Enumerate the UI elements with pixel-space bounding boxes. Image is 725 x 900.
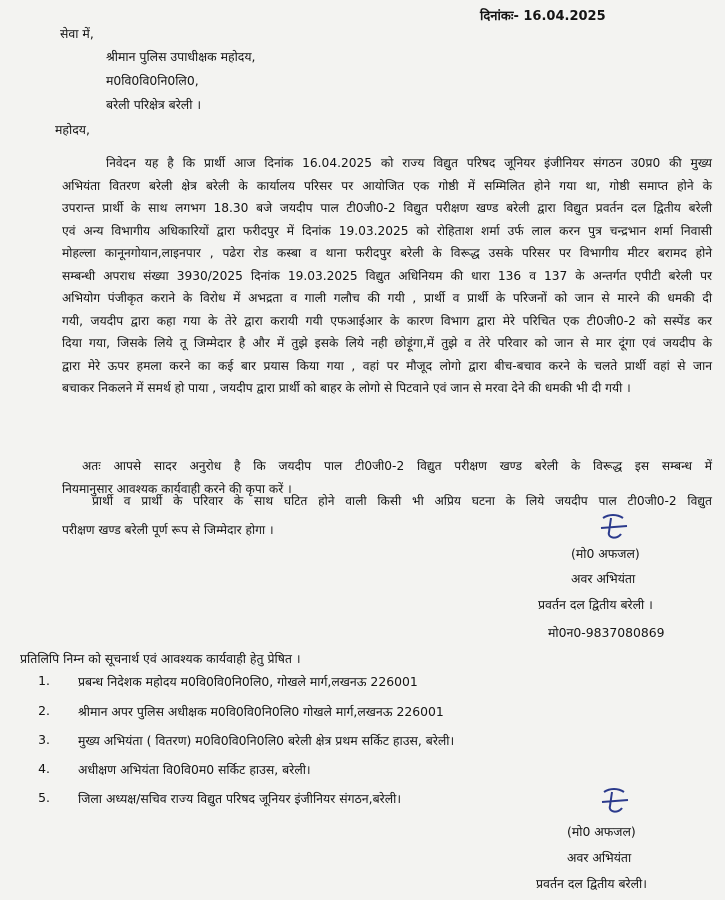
paragraph-1-line: एवं अन्य विभागीय अधिकारियों द्वारा फरीदपुर में दिनांक 19.03.2025 को रोहिताश शर्मा उर्फ लाल करन पुत्र चन्द्रभान शर्मा निवासी (62, 223, 712, 238)
salutation-to: सेवा में, (60, 26, 94, 41)
address-line-3: बरेली परिक्षेत्र बरेली । (106, 97, 202, 112)
paragraph-1-line: सम्बन्धी अपराध संख्या 3930/2025 दिनांक 19.03.2025 विद्युत अधिनियम की धारा 136 व 137 के अन्तर्गत एपीटी बरेली पर (62, 268, 712, 283)
signature-mark-1 (597, 512, 633, 542)
signer-designation-1: अवर अभियंता (571, 571, 636, 586)
list-item-text: मुख्य अभियंता ( वितरण) म0वि0वि0नि0लि0 बरेली क्षेत्र प्रथम सर्किट हाउस, बरेली। (78, 733, 455, 748)
paragraph-1-line: बचाकर निकलने में समर्थ हो पाया , जयदीप द्वारा प्रार्थी को बाहर के लोगो से पिटवाने एवं जान से मरवा देने की धमकी भी दी गयी । (62, 381, 631, 395)
paragraph-2-line: अतः आपसे सादर अनुरोध है कि जयदीप पाल टी0जी0-2 विद्युत परीक्षण खण्ड बरेली के विरूद्ध इस सम्बन्ध में (82, 459, 712, 473)
address-line-2: म0वि0वि0नि0लि0, (106, 73, 199, 88)
paragraph-1-line: दिया गया, जिसके लिये तू जिम्मेदार है और में तुझे इसके लिये नही छोड़ूंगा,में तुझे व तेरे परिवार को जान से मार दूंगा एवं जयदीप के (62, 336, 712, 350)
letter-date: दिनांकः- 16.04.2025 (480, 9, 606, 24)
signer-office-2: प्रवर्तन दल द्वितीय बरेली। (536, 876, 647, 891)
copy-to-heading: प्रतिलिपि निम्न को सूचनार्थ एवं आवश्यक कार्यवाही हेतु प्रेषित । (20, 651, 301, 666)
paragraph-3-line: प्रार्थी व प्रार्थी के परिवार के साथ घटित होने वाली किसी भी अप्रिय घटना के लिये जयदीप पाल टी0जी0-2 विद्युत (92, 494, 712, 508)
paragraph-1-line: मोहल्ला कानूनगोयान,लाइनपार , पढेरा रोड कस्बा व थाना फरीदपुर बरेली के विरूद्ध उसके परिसर पर विभागीय मीटर बरामद होने (62, 246, 712, 260)
list-item-number: 3. (38, 732, 50, 747)
signer-designation-2: अवर अभियंता (567, 850, 632, 865)
list-item-text: जिला अध्यक्ष/सचिव राज्य विद्युत परिषद जूनियर इंजीनियर संगठन,बरेली। (78, 791, 402, 806)
paragraph-3-line: परीक्षण खण्ड बरेली पूर्ण रूप से जिम्मेदार होगा । (62, 523, 274, 537)
paragraph-1-line: निवेदन यह है कि प्रार्थी आज दिनांक 16.04.2025 को राज्य विद्युत परिषद जूनियर इंजीनियर संगठन उ0प्र0 की मुख्य (106, 156, 712, 170)
paragraph-1 (62, 152, 712, 400)
list-item-number: 1. (38, 673, 50, 688)
paragraph-1-line: अभियोग पंजीकृत कराने के विरोध में अभद्रता व गाली गलौच की गयी , प्रार्थी व प्रार्थी के परिजनों को जान से मारने की धमकी दी (62, 291, 712, 305)
paragraph-2-line: नियमानुसार आवश्यक कार्यवाही करने की कृपा करें । (62, 481, 292, 496)
address-line-1: श्रीमान पुलिस उपाधीक्षक महोदय, (106, 49, 256, 64)
list-item-text: श्रीमान अपर पुलिस अधीक्षक म0वि0वि0नि0लि0 गोखले मार्ग,लखनऊ 226001 (78, 704, 444, 719)
signer-name-2: (मो0 अफजल) (567, 824, 636, 839)
paragraph-1-line: अभियंता वितरण बरेली क्षेत्र बरेली के कार्यालय परिसर पर आयोजित एक गोष्ठी में सम्मिलित होने गया था, गोष्ठी समाप्त होने के (62, 178, 712, 193)
paragraph-1-line: उपरान्त प्रार्थी के साथ लगभग 18.30 बजे जयदीप पाल टी0जी0-2 विद्युत परीक्षण खण्ड बरेली द्वारा विद्युत प्रवर्तन दल द्वितीय बरेली (62, 201, 712, 215)
paragraph-1-line: द्वारा मेरे ऊपर हमला करने का कई बार प्रयास किया गया , वहां पर मौजूद लोगो द्वारा बीच-बचाव करने के चलते प्रार्थी वहां से जान (62, 358, 712, 373)
list-item-number: 2. (38, 703, 50, 718)
signer-office-1: प्रवर्तन दल द्वितीय बरेली । (538, 597, 653, 612)
list-item-number: 5. (38, 790, 50, 805)
signature-mark-2 (598, 786, 634, 816)
signer-name-1: (मो0 अफजल) (571, 546, 640, 561)
greeting: महोदय, (55, 122, 90, 137)
list-item-text: अधीक्षण अभियंता वि0वि0म0 सर्किट हाउस, बरेली। (78, 762, 311, 777)
list-item-number: 4. (38, 761, 50, 776)
list-item-text: प्रबन्ध निदेशक महोदय म0वि0वि0नि0लि0, गोखले मार्ग,लखनऊ 226001 (78, 674, 418, 689)
signer-mobile: मो0न0-9837080869 (548, 625, 665, 640)
paragraph-1-line: गयी, जयदीप द्वारा कहा गया के तेरे द्वारा करायी गयी एफआईआर के कारण विभाग द्वारा मेरे परिचित एक टी0जी0-2 को सस्पेंड कर (62, 313, 712, 328)
